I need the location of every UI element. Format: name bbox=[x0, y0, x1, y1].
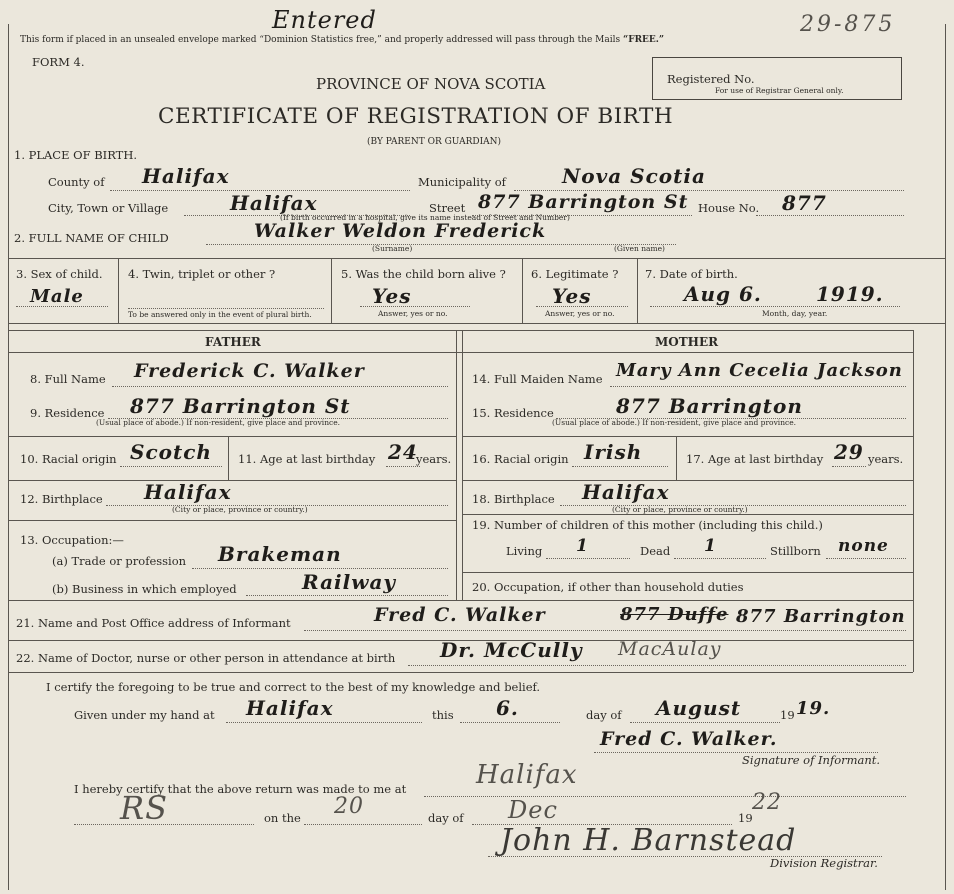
county-value: Halifax bbox=[142, 164, 230, 188]
living-value: 1 bbox=[576, 536, 589, 556]
mail-notice-text: This form if placed in an unsealed envelope marked “Dominion Statistics free,” and properly addressed will pass through the Mails bbox=[20, 35, 621, 45]
municipality-label: Municipality of bbox=[418, 175, 506, 189]
certificate-title: CERTIFICATE OF REGISTRATION OF BIRTH bbox=[158, 104, 674, 129]
mother-racial-value: Irish bbox=[584, 440, 643, 464]
house-number-label: House No. bbox=[698, 201, 760, 215]
informant-struck-value: 877 Duffe bbox=[620, 604, 729, 625]
father-name-label: 8. Full Name bbox=[30, 372, 106, 386]
mother-age-value: 29 bbox=[834, 440, 864, 464]
date-of-birth-label: 7. Date of birth. bbox=[645, 267, 738, 281]
street-label: Street bbox=[429, 201, 466, 215]
date-of-birth-value: Aug 6. bbox=[684, 282, 762, 306]
year-prefix: 19 bbox=[780, 708, 795, 722]
occupation-label: 13. Occupation:— bbox=[20, 533, 124, 547]
registrar-label: Division Registrar. bbox=[770, 856, 878, 870]
father-residence-value: 877 Barrington St bbox=[130, 394, 351, 418]
child-name-value: Walker Weldon Frederick bbox=[254, 220, 547, 242]
entered-stamp: Entered bbox=[272, 6, 377, 34]
alive-note: Answer, yes or no. bbox=[378, 309, 448, 318]
county-label: County of bbox=[48, 175, 105, 189]
date-of-birth-note: Month, day, year. bbox=[762, 309, 828, 318]
informant-address-value: 877 Barrington bbox=[736, 606, 906, 627]
return-place-value: Halifax bbox=[476, 760, 578, 790]
father-heading: FATHER bbox=[205, 335, 261, 349]
registrar-signature: John H. Barnstead bbox=[500, 823, 797, 858]
mother-maiden-value: Mary Ann Cecelia Jackson bbox=[616, 360, 903, 381]
father-residence-label: 9. Residence bbox=[30, 406, 105, 420]
form-number: FORM 4. bbox=[32, 55, 85, 69]
given-name-note: (Given name) bbox=[614, 244, 665, 253]
stillborn-value: none bbox=[838, 536, 889, 556]
twin-label: 4. Twin, triplet or other ? bbox=[128, 267, 276, 281]
given-at-label: Given under my hand at bbox=[74, 708, 215, 722]
mother-residence-label: 15. Residence bbox=[472, 406, 554, 420]
mother-birthplace-note: (City or place, province or country.) bbox=[612, 505, 748, 514]
mother-birthplace-value: Halifax bbox=[582, 480, 670, 504]
mail-notice bbox=[20, 36, 664, 45]
mother-heading: MOTHER bbox=[655, 335, 719, 349]
doctor-pencil-value: MacAulay bbox=[618, 638, 722, 660]
alive-label: 5. Was the child born alive ? bbox=[341, 267, 506, 281]
alive-value: Yes bbox=[372, 284, 412, 308]
mother-birthplace-label: 18. Birthplace bbox=[472, 492, 555, 506]
living-label: Living bbox=[506, 544, 543, 558]
stillborn-label: Stillborn bbox=[770, 544, 821, 558]
mother-maiden-label: 14. Full Maiden Name bbox=[472, 372, 603, 386]
father-birthplace-note: (City or place, province or country.) bbox=[172, 505, 308, 514]
dead-value: 1 bbox=[704, 536, 717, 556]
informant-name-value: Fred C. Walker bbox=[374, 604, 546, 626]
this-label: this bbox=[432, 708, 454, 722]
father-birthplace-label: 12. Birthplace bbox=[20, 492, 103, 506]
given-month-value: August bbox=[656, 696, 742, 720]
on-the-label: on the bbox=[264, 811, 301, 825]
surname-note: (Surname) bbox=[372, 244, 413, 253]
mother-racial-label: 16. Racial origin bbox=[472, 452, 569, 466]
children-label: 19. Number of children of this mother (including this child.) bbox=[472, 518, 823, 532]
hospital-note: (If birth occurred in a hospital, give its name instead of Street and Number) bbox=[280, 213, 570, 222]
return-month-value: Dec bbox=[508, 796, 558, 824]
mother-occupation-label: 20. Occupation, if other than household duties bbox=[472, 580, 744, 594]
legitimate-value: Yes bbox=[552, 284, 592, 308]
father-age-label: 11. Age at last birthday bbox=[238, 452, 376, 466]
father-birthplace-value: Halifax bbox=[144, 480, 232, 504]
province-heading: PROVINCE OF NOVA SCOTIA bbox=[316, 75, 546, 93]
mother-age-years: years. bbox=[868, 452, 904, 466]
father-name-value: Frederick C. Walker bbox=[134, 360, 365, 382]
mother-residence-value: 877 Barrington bbox=[616, 394, 803, 418]
municipality-value: Nova Scotia bbox=[562, 164, 706, 188]
trade-label: (a) Trade or profession bbox=[52, 554, 187, 568]
father-age-value: 24 bbox=[388, 440, 418, 464]
father-racial-label: 10. Racial origin bbox=[20, 452, 117, 466]
given-year-value: 19. bbox=[796, 698, 831, 719]
date-of-birth-year: 1919. bbox=[816, 282, 884, 306]
given-place-value: Halifax bbox=[246, 696, 334, 720]
return-year-value: 22 bbox=[752, 790, 782, 815]
city-value: Halifax bbox=[230, 191, 318, 215]
father-racial-value: Scotch bbox=[130, 440, 212, 464]
mother-residence-note: (Usual place of abode.) If non-resident, give place and province. bbox=[552, 418, 797, 427]
dead-label: Dead bbox=[640, 544, 671, 558]
father-age-years: years. bbox=[416, 452, 452, 466]
day-of-label: day of bbox=[586, 708, 622, 722]
sex-value: Male bbox=[30, 286, 84, 307]
street-value: 877 Barrington St bbox=[478, 191, 689, 213]
legitimate-note: Answer, yes or no. bbox=[545, 309, 615, 318]
twin-note: To be answered only in the event of plural birth. bbox=[128, 310, 312, 319]
return-statement: I hereby certify that the above return was made to me at bbox=[74, 782, 407, 796]
house-number-value: 877 bbox=[782, 191, 827, 215]
registrar-initials: RS bbox=[120, 789, 169, 827]
legitimate-label: 6. Legitimate ? bbox=[531, 267, 619, 281]
registered-note: For use of Registrar General only. bbox=[715, 86, 844, 95]
day-of-label-2: day of bbox=[428, 811, 464, 825]
doctor-value: Dr. McCully bbox=[440, 638, 583, 662]
informant-signature: Fred C. Walker. bbox=[600, 728, 778, 750]
mail-notice-free: “FREE.” bbox=[623, 35, 665, 45]
business-value: Railway bbox=[302, 570, 397, 594]
place-of-birth-heading: 1. PLACE OF BIRTH. bbox=[14, 148, 138, 162]
mother-age-label: 17. Age at last birthday bbox=[686, 452, 824, 466]
child-name-label: 2. FULL NAME OF CHILD bbox=[14, 231, 169, 245]
return-year-prefix: 19 bbox=[738, 811, 753, 825]
registered-label: Registered No. bbox=[667, 72, 755, 86]
doctor-label: 22. Name of Doctor, nurse or other person in attendance at birth bbox=[16, 651, 396, 665]
given-day-value: 6. bbox=[496, 696, 519, 720]
informant-label: 21. Name and Post Office address of Informant bbox=[16, 616, 291, 630]
trade-value: Brakeman bbox=[218, 542, 342, 566]
return-day-value: 20 bbox=[334, 794, 364, 819]
sex-label: 3. Sex of child. bbox=[16, 267, 103, 281]
city-label: City, Town or Village bbox=[48, 201, 169, 215]
business-label: (b) Business in which employed bbox=[52, 582, 237, 596]
father-residence-note: (Usual place of abode.) If non-resident, give place and province. bbox=[96, 418, 341, 427]
file-number: 29-875 bbox=[800, 12, 896, 37]
certificate-subtitle: (BY PARENT OR GUARDIAN) bbox=[367, 137, 502, 147]
certify-statement: I certify the foregoing to be true and correct to the best of my knowledge and belief. bbox=[46, 680, 541, 694]
informant-signature-label: Signature of Informant. bbox=[742, 753, 881, 767]
registered-number-box bbox=[652, 57, 902, 100]
